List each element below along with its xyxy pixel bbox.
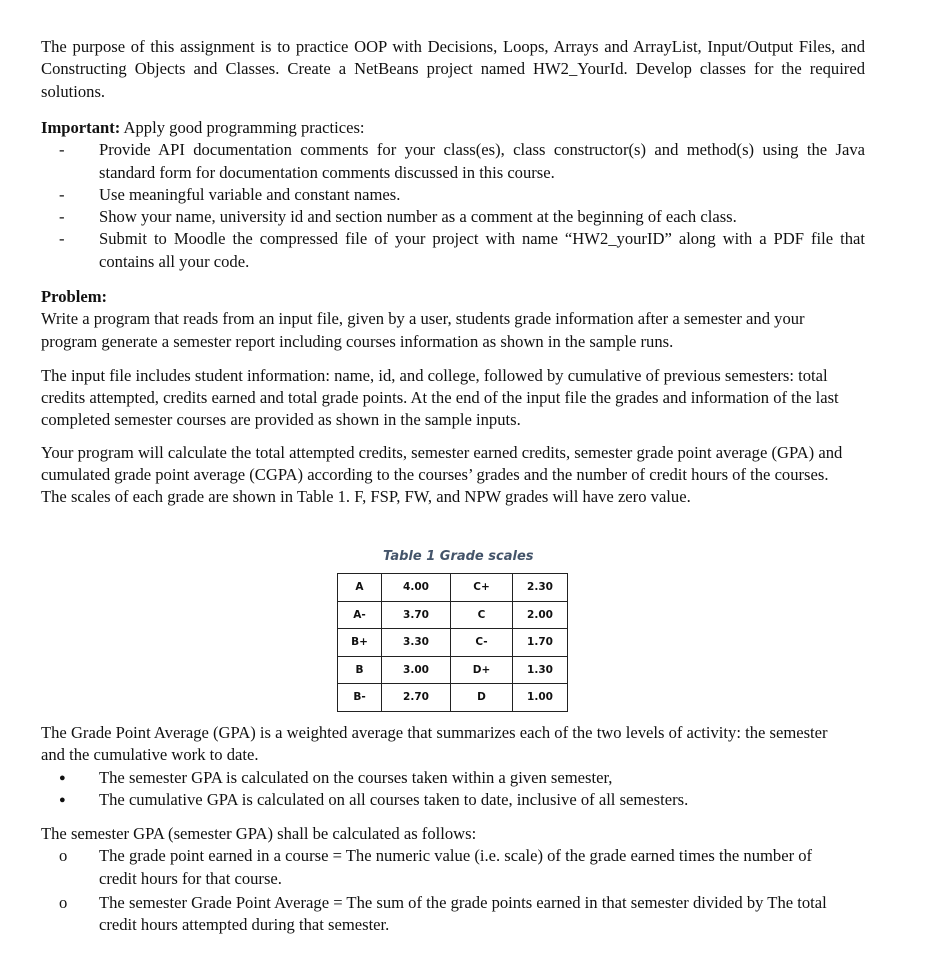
list-item: - Provide API documentation comments for your class(es), class constructor(s) and method(s) using the Java standard form for documentation comments discussed in this course.: [41, 139, 865, 184]
list-item: - Use meaningful variable and constant names.: [41, 184, 865, 206]
list-item: - Submit to Moodle the compressed file of your project with name “HW2_yourID” along with a PDF file that contains all your code.: [41, 228, 865, 273]
problem-paragraph-1: Write a program that reads from an input file, given by a user, students grade information after a semester and your program generate a semester report including courses information as shown in the sample runs.: [41, 309, 805, 351]
list-item: ● The cumulative GPA is calculated on all courses taken to date, inclusive of all semesters.: [41, 789, 841, 811]
grade-cell: B: [338, 656, 382, 684]
scale-cell: 4.00: [382, 574, 451, 602]
important-label: Important:: [41, 118, 121, 137]
table-caption: Table 1 Grade scales: [383, 549, 534, 564]
important-heading: [41, 117, 865, 139]
list-item: - Show your name, university id and section number as a comment at the beginning of each class.: [41, 206, 865, 228]
table-row: [338, 684, 568, 712]
grade-cell: D+: [451, 656, 513, 684]
problem-section: [41, 286, 841, 509]
scale-cell: 3.00: [382, 656, 451, 684]
gpa-bullets: [41, 767, 841, 812]
scale-cell: 1.70: [513, 629, 568, 657]
scale-cell: 2.30: [513, 574, 568, 602]
calc-intro: The semester GPA (semester GPA) shall be calculated as follows:: [41, 824, 477, 844]
table-row: [338, 574, 568, 602]
important-section: [41, 117, 865, 273]
calc-steps: [41, 845, 841, 936]
problem-heading: Problem:: [41, 287, 108, 306]
practices-list: [41, 139, 865, 273]
grade-cell: B-: [338, 684, 382, 712]
important-text: Apply good programming practices:: [120, 118, 365, 137]
scale-cell: 2.70: [382, 684, 451, 712]
intro-paragraph: The purpose of this assignment is to practice OOP with Decisions, Loops, Arrays and ArrayList, Input/Output Files, and Constructing Objects and Classes. Create a NetBeans project named HW2_YourId. Develop classes for the required solutions.: [41, 37, 865, 101]
grade-cell: C+: [451, 574, 513, 602]
table-row: [338, 656, 568, 684]
scale-cell: 1.30: [513, 656, 568, 684]
scale-cell: 2.00: [513, 601, 568, 629]
grade-cell: A-: [338, 601, 382, 629]
problem-paragraph-2: The input file includes student information: name, id, and college, followed by cumulative of previous semesters: total credits attempted, credits earned and total grade points. At the end of the input file the grades and information of the last completed semester courses are provided as shown in the sample inputs.: [41, 365, 839, 430]
scale-cell: 1.00: [513, 684, 568, 712]
gpa-paragraph: The Grade Point Average (GPA) is a weighted average that summarizes each of the two levels of activity: the semester and the cumulative work to date.: [41, 723, 828, 765]
table-row: [338, 629, 568, 657]
list-item: ● The semester GPA is calculated on the courses taken within a given semester,: [41, 767, 841, 789]
grade-cell: C: [451, 601, 513, 629]
grade-cell: B+: [338, 629, 382, 657]
table-row: [338, 601, 568, 629]
grade-cell: C-: [451, 629, 513, 657]
grade-cell: D: [451, 684, 513, 712]
list-item: o The grade point earned in a course = The numeric value (i.e. scale) of the grade earned times the number of credit hours for that course.: [41, 845, 841, 890]
scale-cell: 3.70: [382, 601, 451, 629]
gpa-section: [41, 722, 841, 937]
list-item: o The semester Grade Point Average = The sum of the grade points earned in that semester divided by The total credit hours attempted during that semester.: [41, 892, 841, 937]
problem-paragraph-3: Your program will calculate the total attempted credits, semester earned credits, semester grade point average (GPA) and cumulated grade point average (CGPA) according to the courses’ grades and the number of credit hours of the courses. The scales of each grade are shown in Table 1. F, FSP, FW, and NPW grades will have zero value.: [41, 442, 843, 507]
grade-cell: A: [338, 574, 382, 602]
scale-cell: 3.30: [382, 629, 451, 657]
grade-scales-table: [337, 573, 568, 712]
